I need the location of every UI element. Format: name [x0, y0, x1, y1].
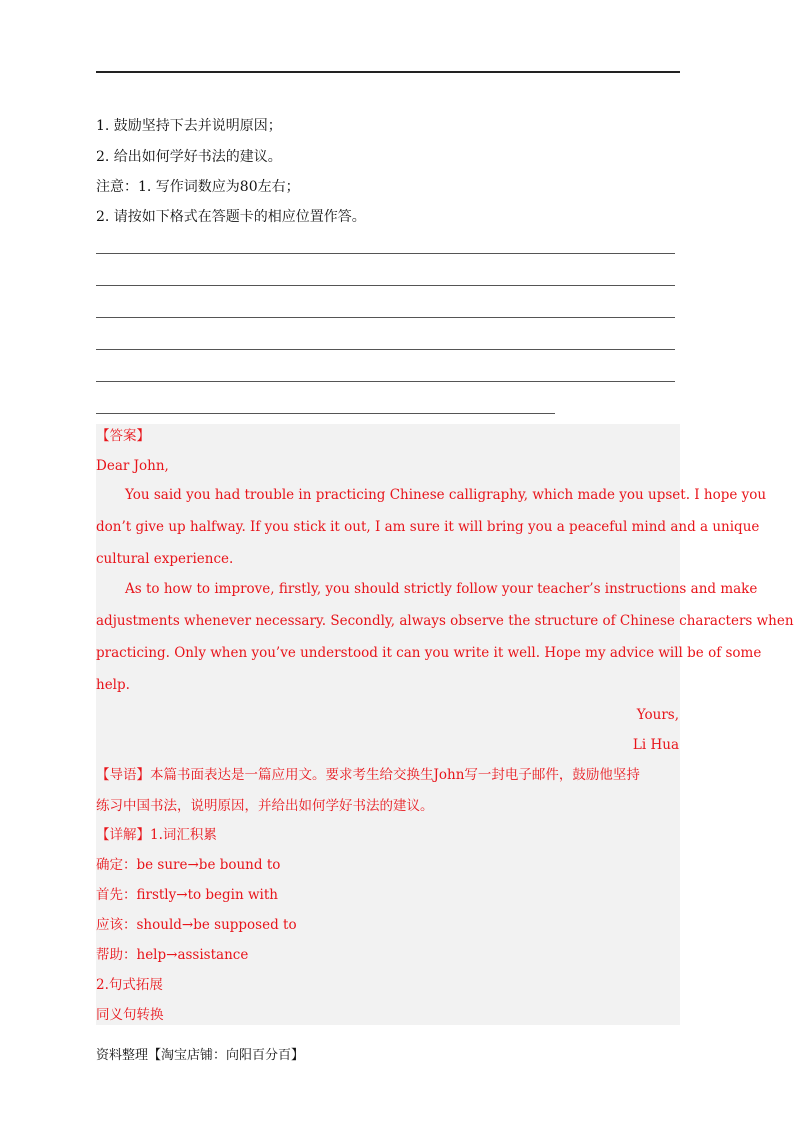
letter-closing: Yours, [636, 707, 679, 723]
page-footer: 资料整理【淘宝店铺：向阳百分百】 [96, 1048, 305, 1063]
letter-line-6: practicing. Only when you’ve understood it can you write it well. Hope my advice will be of some [96, 645, 762, 661]
writing-line-6 [96, 413, 555, 414]
writing-line-4 [96, 349, 675, 350]
guide-line-2: 练习中国书法，说明原因，并给出如何学好书法的建议。 [96, 798, 434, 814]
letter-line-2: don’t give up halfway. If you stick it out, I am sure it will bring you a peaceful mind and a unique [96, 519, 760, 535]
instruction-line-2: 2. 给出如何学好书法的建议。 [96, 149, 282, 165]
letter-line-3: cultural experience. [96, 551, 234, 567]
vocab-item-4: 帮助：help→assistance [96, 947, 249, 963]
guide-line-1: 【导语】本篇书面表达是一篇应用文。要求考生给交换生John写一封电子邮件，鼓励他坚持 [96, 767, 640, 783]
section-2-subheading: 同义句转换 [96, 1007, 164, 1023]
letter-line-7: help. [96, 677, 130, 693]
answer-heading: 【答案】 [96, 428, 150, 444]
writing-line-3 [96, 317, 675, 318]
letter-line-4: As to how to improve, firstly, you should strictly follow your teacher’s instructions and make [125, 581, 758, 597]
detail-heading: 【详解】1.词汇积累 [96, 827, 217, 843]
letter-signature: Li Hua [632, 737, 679, 753]
vocab-item-3: 应该：should→be supposed to [96, 917, 297, 933]
instruction-note-1: 注意：1. 写作词数应为80左右； [96, 179, 300, 195]
instruction-line-1: 1. 鼓励坚持下去并说明原因； [96, 118, 282, 134]
vocab-item-1: 确定：be sure→be bound to [96, 857, 281, 873]
vocab-item-2: 首先：firstly→to begin with [96, 887, 278, 903]
header-rule [96, 71, 680, 73]
writing-line-2 [96, 285, 675, 286]
section-2-heading: 2.句式拓展 [96, 977, 163, 993]
writing-line-1 [96, 253, 675, 254]
writing-line-5 [96, 381, 675, 382]
instruction-note-2: 2. 请按如下格式在答题卡的相应位置作答。 [96, 209, 366, 225]
letter-salutation: Dear John, [96, 458, 169, 474]
letter-line-5: adjustments whenever necessary. Secondly, always observe the structure of Chinese characters when [96, 613, 794, 629]
letter-line-1: You said you had trouble in practicing Chinese calligraphy, which made you upset. I hope you [125, 487, 767, 503]
